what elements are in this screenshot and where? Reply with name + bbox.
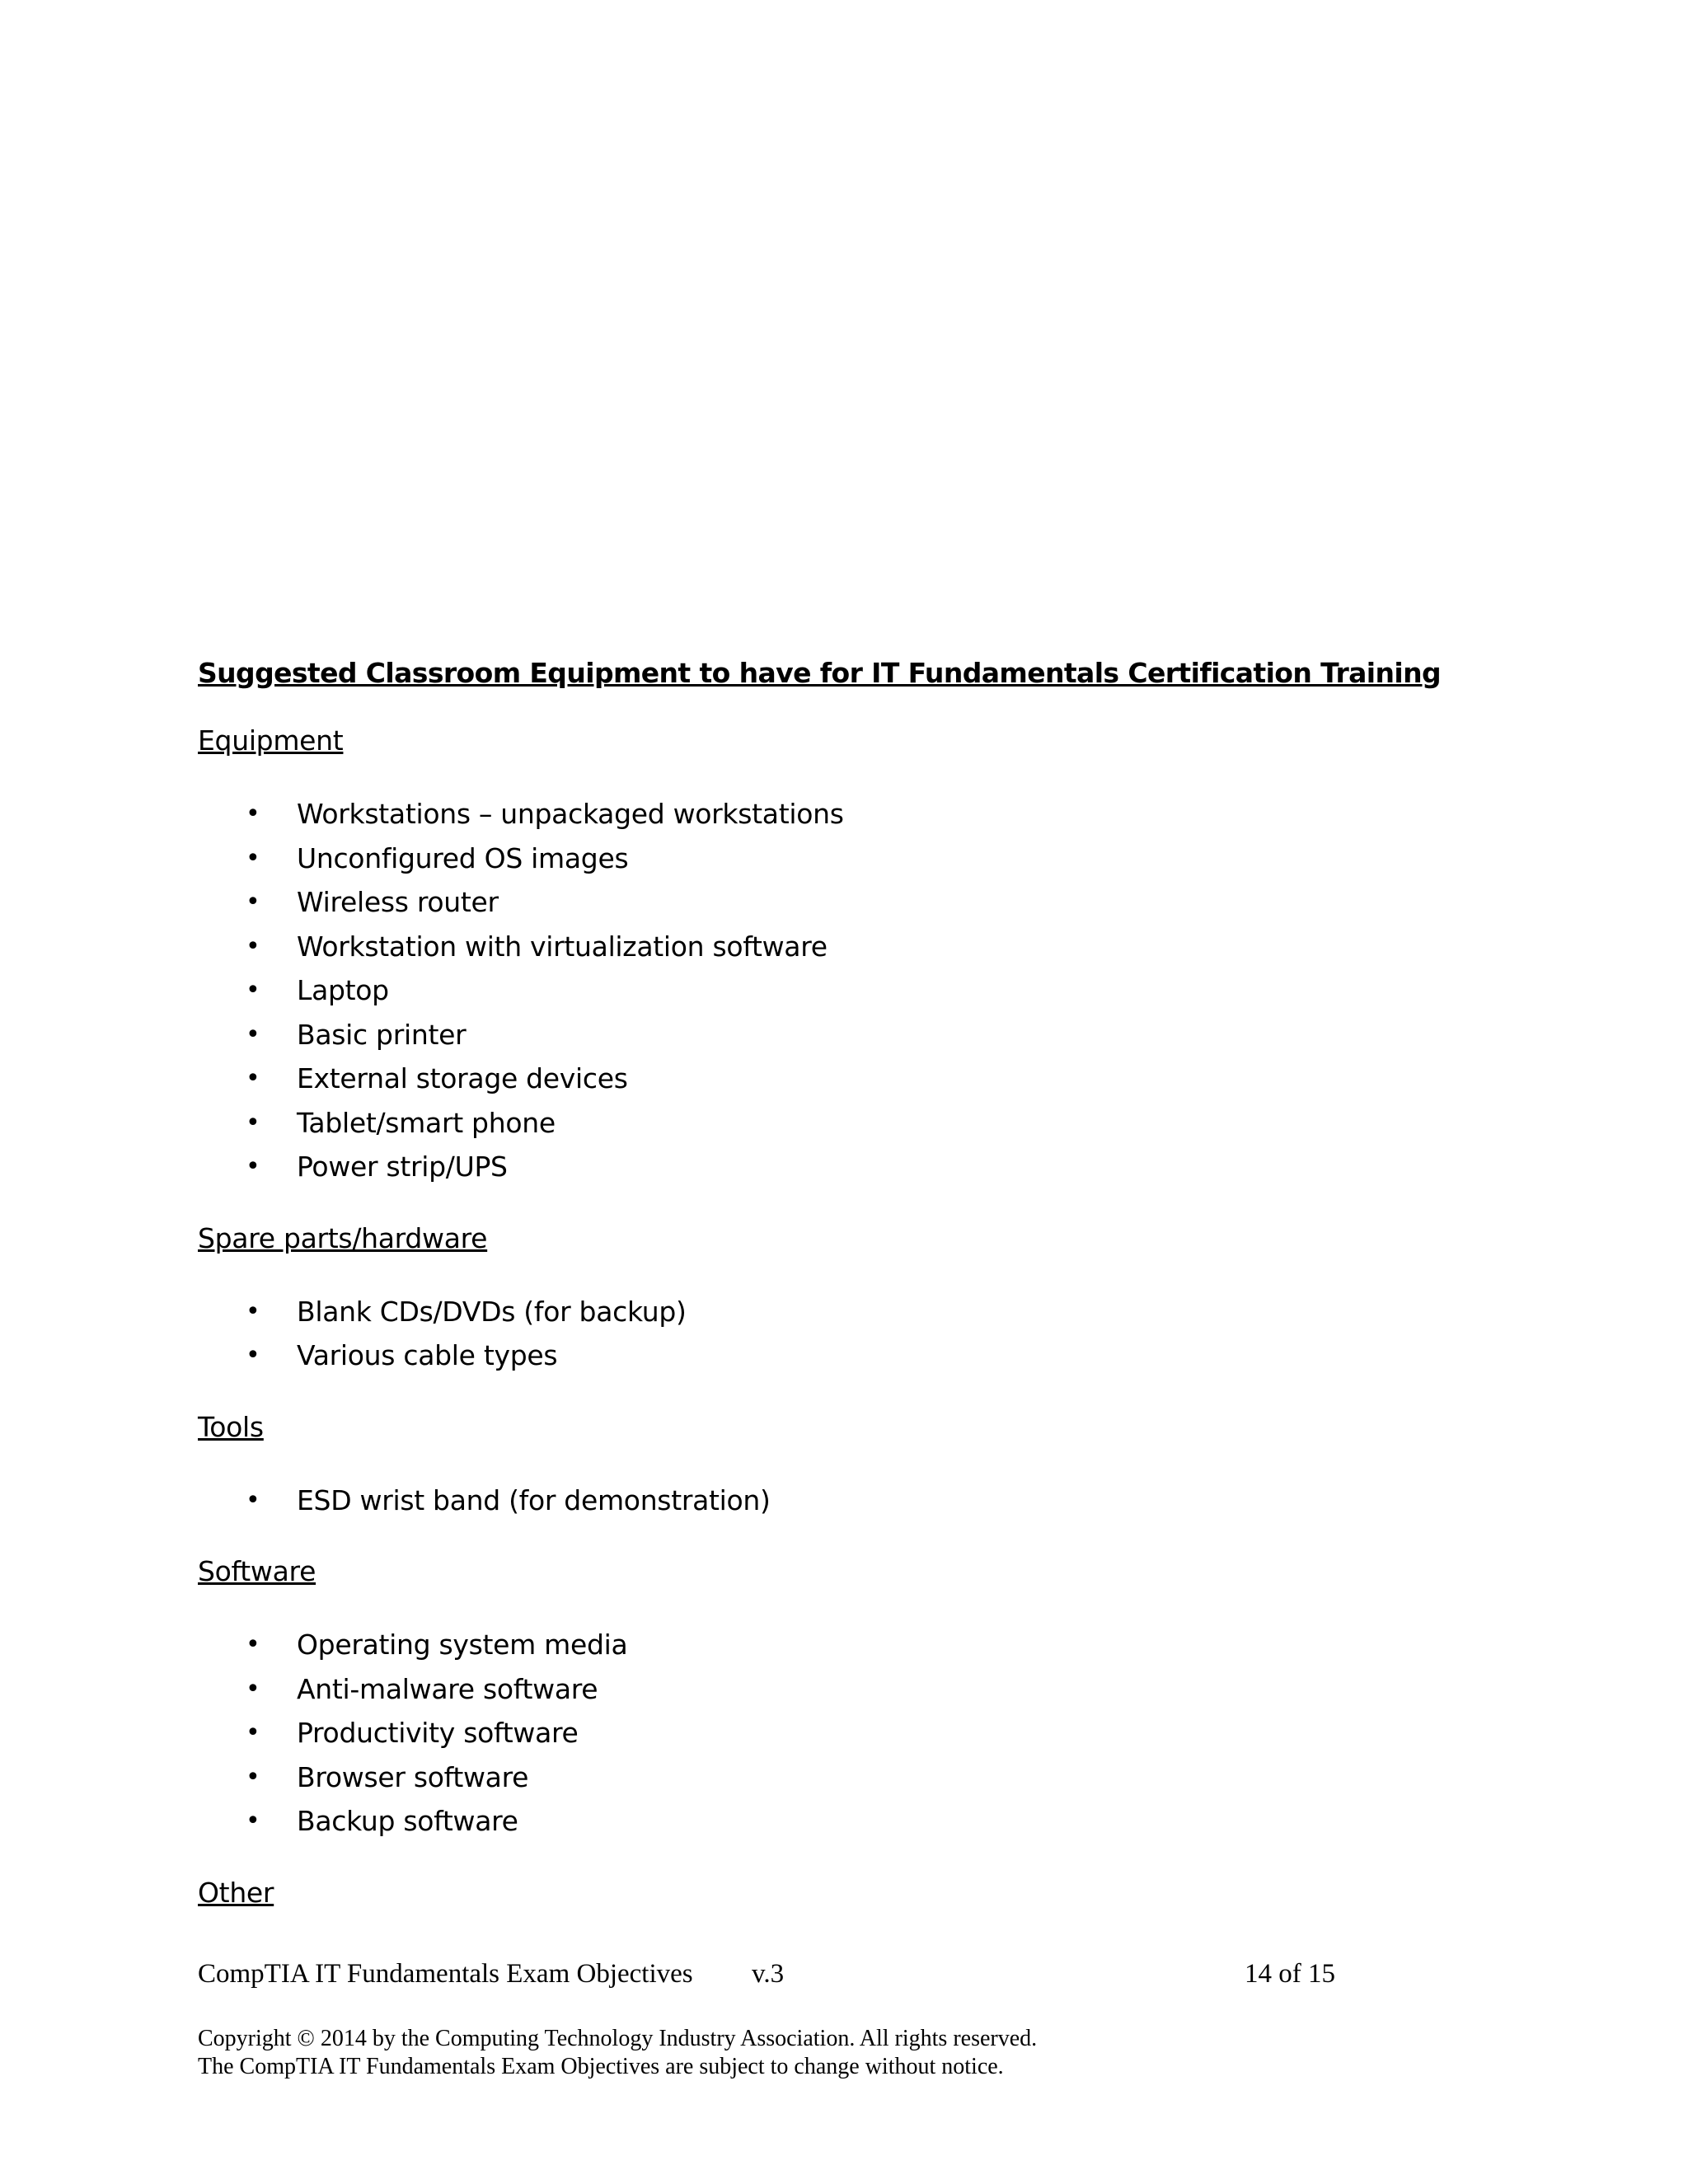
list-item-text: Productivity software — [297, 1717, 579, 1749]
bullet-icon: • — [246, 1485, 260, 1515]
bullet-list — [198, 792, 1434, 1189]
section-heading: Software — [198, 1555, 316, 1587]
bullet-icon: • — [246, 1108, 260, 1137]
list-item — [198, 1333, 1434, 1378]
sections-container — [198, 723, 1434, 1911]
list-item — [198, 1145, 1434, 1189]
list-item-text: Basic printer — [297, 1018, 467, 1051]
bullet-icon: • — [246, 1630, 260, 1659]
list-item — [198, 1799, 1434, 1844]
list-item — [198, 792, 1434, 837]
list-item — [198, 925, 1434, 969]
bullet-list — [198, 1623, 1434, 1844]
bullet-icon: • — [246, 931, 260, 961]
list-item-text: Workstations – unpackaged workstations — [297, 798, 844, 830]
list-item-text: Power strip/UPS — [297, 1151, 508, 1183]
list-item-text: Workstation with virtualization software — [297, 930, 828, 963]
footer-version: v.3 — [752, 1959, 785, 1989]
bullet-icon: • — [246, 1341, 260, 1370]
footer-page-number: 14 of 15 — [1245, 1959, 1335, 1989]
list-item — [198, 1755, 1434, 1800]
list-item-text: Backup software — [297, 1805, 518, 1837]
list-item — [198, 1667, 1434, 1712]
bullet-icon: • — [246, 1718, 260, 1747]
list-item-text: Unconfigured OS images — [297, 841, 629, 874]
footer-exam-name: CompTIA IT Fundamentals Exam Objectives — [198, 1959, 693, 1989]
list-item-text: Operating system media — [297, 1629, 628, 1661]
list-item — [198, 1290, 1434, 1334]
copyright-line: Copyright © 2014 by the Computing Technology Industry Association. All rights reserved. — [198, 2026, 1038, 2051]
bullet-icon: • — [246, 888, 260, 916]
list-item — [198, 1101, 1434, 1146]
list-item-text: Various cable types — [297, 1339, 558, 1371]
list-item — [198, 837, 1434, 881]
section-heading: Other — [198, 1876, 274, 1909]
notice-line: The CompTIA IT Fundamentals Exam Objectives are subject to change without notice. — [198, 2054, 1004, 2079]
list-item — [198, 968, 1434, 1013]
list-item-text: ESD wrist band (for demonstration) — [297, 1483, 771, 1516]
list-item — [198, 1013, 1434, 1057]
bullet-list — [198, 1479, 1434, 1523]
bullet-icon: • — [246, 1064, 260, 1093]
document-title: Suggested Classroom Equipment to have for IT Fundamentals Certification Training — [198, 657, 1442, 689]
list-item-text: Browser software — [297, 1760, 529, 1793]
section-heading: Equipment — [198, 724, 344, 757]
footer-info-line — [198, 1957, 1352, 1990]
list-item-text: Laptop — [297, 974, 389, 1006]
bullet-icon: • — [246, 1807, 260, 1835]
list-item-text: Wireless router — [297, 886, 499, 918]
bullet-icon: • — [246, 1674, 260, 1704]
bullet-icon: • — [246, 799, 260, 828]
list-item — [198, 880, 1434, 925]
list-item — [198, 1711, 1434, 1755]
bullet-list — [198, 1290, 1434, 1378]
copyright-notice — [198, 2025, 1352, 2081]
document-body — [198, 655, 1442, 1911]
list-item — [198, 1479, 1434, 1523]
bullet-icon: • — [246, 1152, 260, 1181]
section-heading: Spare parts/hardware — [198, 1221, 488, 1254]
page-footer — [198, 1957, 1352, 2081]
list-item-text: Blank CDs/DVDs (for backup) — [297, 1295, 687, 1328]
list-item-text: External storage devices — [297, 1062, 628, 1094]
list-item — [198, 1057, 1434, 1101]
bullet-icon: • — [246, 1762, 260, 1792]
bullet-icon: • — [246, 843, 260, 873]
list-item — [198, 1623, 1434, 1667]
list-item-text: Anti-malware software — [297, 1672, 598, 1705]
list-item-text: Tablet/smart phone — [297, 1106, 556, 1139]
bullet-icon: • — [246, 1019, 260, 1049]
section-heading: Tools — [198, 1410, 264, 1443]
bullet-icon: • — [246, 1296, 260, 1326]
bullet-icon: • — [246, 976, 260, 1005]
